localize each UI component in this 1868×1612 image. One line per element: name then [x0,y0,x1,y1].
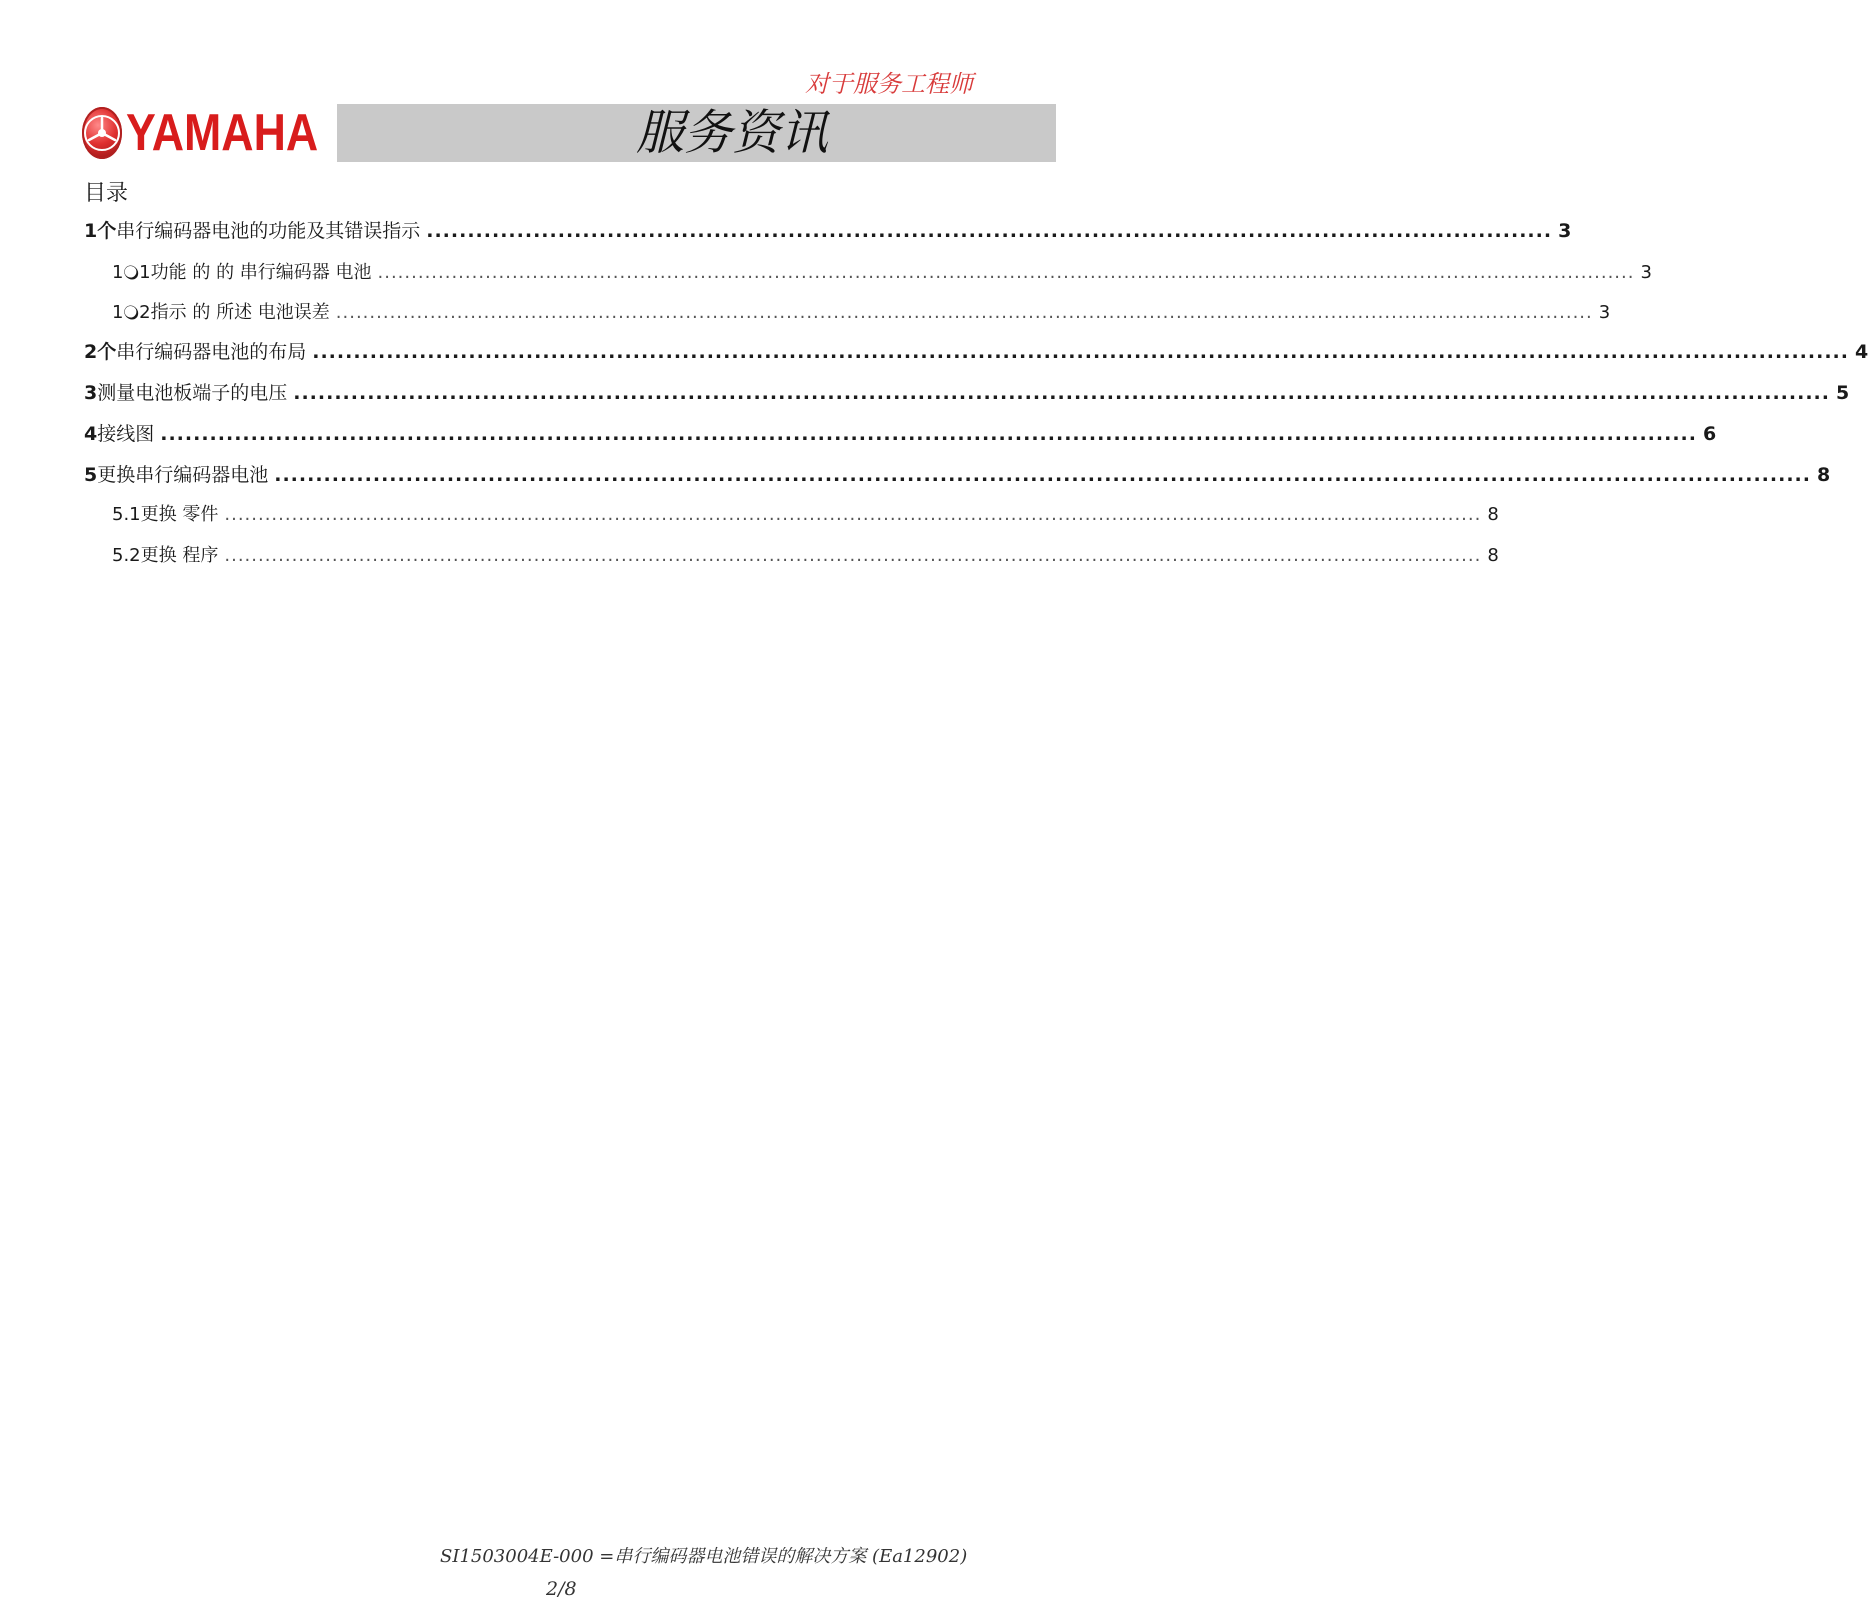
toc-leader-dots: ........................................................................................................................................................................................... [274,464,1811,486]
toc-entry-page: 8 [1487,545,1499,566]
toc-entry-title: 更换 程序 [140,545,219,566]
toc-entry-page: 4 [1854,341,1868,363]
toc-leader-dots: ........................................................................................................................................................................................... [224,504,1482,525]
toc-entry-page: 5 [1835,382,1850,404]
toc-entry-title: 更换 零件 [140,504,219,525]
toc-entry-number: 1个 [84,220,117,242]
toc-entry-3[interactable] [84,378,1850,405]
toc-entry-number: 5 [84,464,98,486]
toc-leader-dots: ........................................................................................................................................................................................... [293,382,1830,404]
footer-document-reference: SI1503004E-000 =串行编码器电池错误的解决方案 (Ea12902) [440,1546,968,1567]
toc-entry-title: 串行编码器电池的布局 [116,341,307,363]
toc-entry-1-1[interactable] [112,258,1652,284]
toc-entry-title: 串行编码器电池的功能及其错误指示 [116,220,421,242]
toc-leader-dots: ........................................................................................................................................................................................... [335,302,1593,323]
toc-entry-page: 6 [1702,423,1717,445]
toc-entry-title: 测量电池板端子的电压 [97,382,288,404]
toc-entry-page: 8 [1487,504,1499,525]
toc-entry-number: 2个 [84,341,117,363]
toc-entry-number: 5.2 [112,545,141,566]
tuning-fork-emblem-icon [82,107,122,159]
toc-entry-number: 4 [84,423,98,445]
yamaha-wordmark: YAMAHA [126,104,319,162]
toc-entry-title: 功能 的 的 串行编码器 电池 [150,262,372,283]
toc-entry-1-2[interactable] [112,298,1611,324]
toc-entry-number: 1🔾1 [112,262,151,283]
toc-entry-title: 接线图 [97,423,155,445]
toc-leader-dots: ........................................................................................................................................................................................... [377,262,1635,283]
toc-entry-page: 3 [1558,220,1572,242]
toc-entry-title: 更换串行编码器电池 [97,464,269,486]
toc-leader-dots: ........................................................................................................................................................................................... [224,545,1482,566]
toc-heading: 目录 [84,181,129,206]
toc-leader-dots: ........................................................................................................................................................................................... [312,341,1849,363]
toc-entry-5[interactable] [84,460,1831,487]
audience-label: 对于服务工程师 [805,70,973,98]
toc-entry-title: 指示 的 所述 电池误差 [150,302,330,323]
toc-entry-5-1[interactable] [112,500,1499,526]
banner-title: 服务资讯 [636,105,829,161]
toc-entry-number: 3 [84,382,98,404]
toc-leader-dots: ......................................................................................................................................... [426,220,1553,242]
toc-entry-page: 3 [1598,302,1611,323]
toc-entry-number: 1🔾2 [112,302,151,323]
yamaha-logo [82,104,337,162]
toc-entry-page: 3 [1640,262,1652,283]
toc-entry-number: 5.1 [112,504,141,525]
toc-entry-5-2[interactable] [112,541,1499,567]
toc-entry-2[interactable] [84,337,1868,364]
toc-entry-page: 8 [1816,464,1831,486]
toc-entry-4[interactable] [84,419,1717,446]
page-number: 2/8 [546,1578,577,1600]
toc-leader-dots: ........................................................................................................................................................................................... [160,423,1697,445]
toc-entry-1[interactable] [84,216,1572,243]
